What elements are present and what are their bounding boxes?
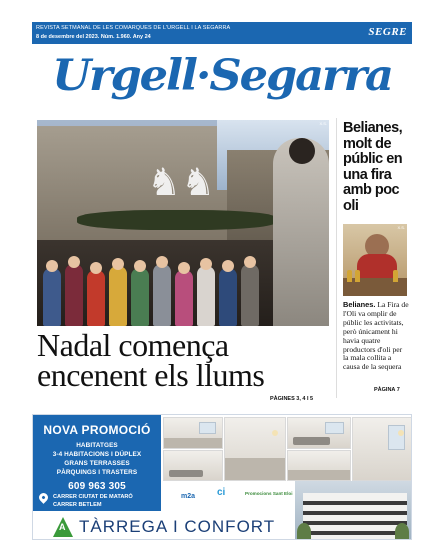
masthead [32,47,412,105]
ad-line: HABITATGES [76,442,118,449]
ad-title: NOVA PROMOCIÓ [43,423,151,437]
ad-line: 3-4 HABITACIONS I DÚPLEX [52,451,142,458]
m2a-logo: m2a [181,493,196,500]
advertisement[interactable] [32,414,412,540]
ad-interior-photo [287,450,351,481]
side-story-text: La Fira de l'Oli va omplir de públic les activitats, però únicament hi havia quatre productors d'oli per la mala collita a causa de la sequera [343,300,409,372]
side-story-photo [343,224,407,296]
ci-logo: ci [217,487,226,498]
ad-brand-name: TÀRREGA I CONFORT [79,517,276,536]
reindeer-decoration: ♞♞ [147,162,216,204]
ad-interior-photo [224,417,286,481]
ad-interior-photo [352,417,412,481]
masthead-tagline: REVISTA SETMANAL DE LES COMARQUES DE L'URGELL I LA SEGARRA [36,25,231,31]
ad-phone[interactable]: 609 963 305 [68,481,126,492]
location-pin-icon [37,491,50,504]
masthead-bar [32,22,412,44]
ad-interior-photo [163,450,223,481]
sant-eloi-logo: Promocions Sant Eloi [245,491,293,496]
ad-address-2: CARRER BETLEM [53,502,102,508]
side-story-lead-in: Belianes. [343,300,376,309]
ad-brand [53,516,287,538]
lead-headline[interactable] [37,327,337,393]
ad-interior-photo [163,417,223,449]
ad-address-1: CARRER CIUTAT DE MATARÓ [53,494,133,500]
brand-letter: A [59,522,66,532]
column-divider [336,118,337,398]
side-page-reference: PÀGINA 7 [374,387,400,393]
headline-line-2: encenent els llums [37,357,265,393]
publication-title: Urgell·Segarra [52,51,392,101]
ad-promo-panel [33,415,161,511]
side-story-title[interactable]: Belianes, molt de públic en una fira amb poc oli [343,120,403,214]
segre-logo: SEGRE [368,26,407,38]
ad-interior-photo [287,417,351,449]
ad-logos [163,483,295,513]
ad-line: GRANS TERRASSES [64,460,130,467]
lead-photo [37,120,329,326]
photo-credit: X.S. [319,121,327,126]
issue-info: 8 de desembre del 2023. Núm. 1.960. Any 24 [36,34,151,40]
side-story-body [343,301,409,372]
ad-line: PÀRQUINGS I TRASTERS [56,469,138,476]
headline-line-1: Nadal comença [37,327,229,363]
side-photo-credit: X.S. [397,225,405,230]
lead-page-reference: PÀGINES 3, 4 I 5 [270,396,314,402]
ad-building-render [295,481,412,540]
